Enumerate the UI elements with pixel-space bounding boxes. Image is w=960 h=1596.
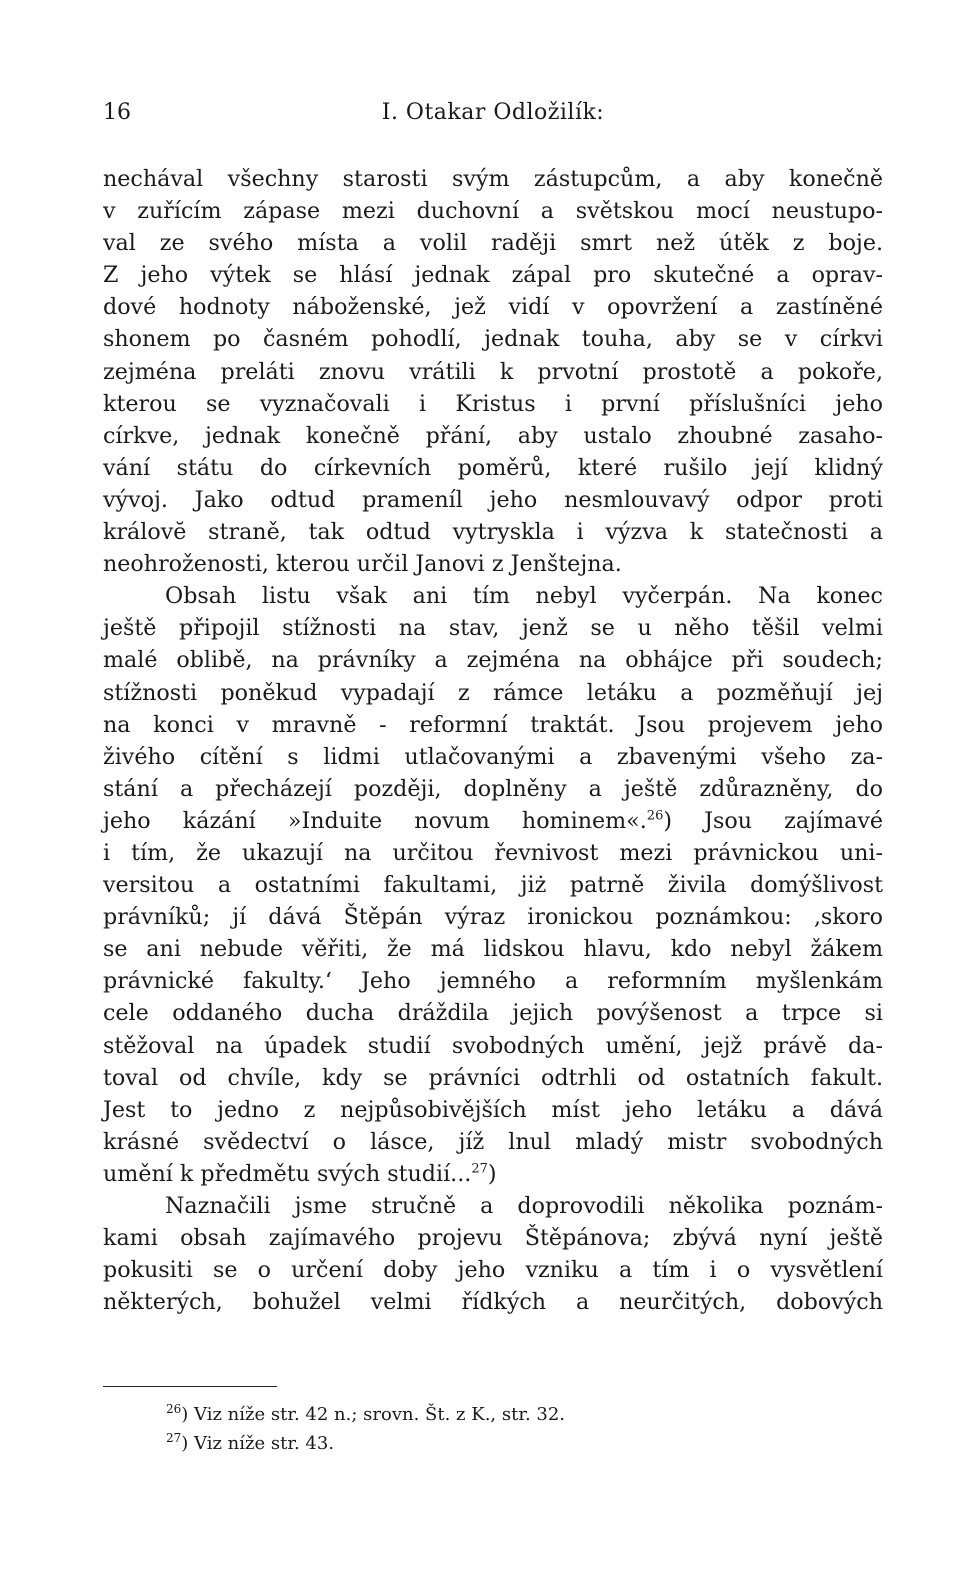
text-line: neohroženosti, kterou určil Janovi z Jenštejna. <box>103 551 622 578</box>
text-line: stížnosti poněkud vypadají z rámce letáku a pozměňují jej <box>103 679 883 706</box>
footnote-mark: 27 <box>166 1431 182 1445</box>
page-number: 16 <box>103 100 131 125</box>
text-segment: ) <box>487 1160 497 1187</box>
text-line: právníků; jí dává Štěpán výraz ironickou poznámkou: ‚skoro <box>103 904 883 931</box>
text-line <box>103 805 883 837</box>
footnote-reference: 26 <box>646 808 664 824</box>
text-line: toval od chvíle, kdy se právníci odtrhli od ostatních fakult. <box>103 1064 883 1091</box>
footnote <box>166 1429 866 1458</box>
text-line: malé oblibě, na právníky a zejména na obhájce při soudech; <box>103 647 883 674</box>
running-head: I. Otakar Odložilík: <box>381 100 605 125</box>
text-line: vývoj. Jako odtud prameníl jeho nesmlouvavý odpor proti <box>103 486 883 513</box>
footnote-text: ) Viz níže str. 43. <box>181 1433 335 1454</box>
text-line: zejména preláti znovu vrátili k prvotní prostotě a pokoře, <box>103 358 883 385</box>
text-line: některých, bohužel velmi řídkých a neurčitých, dobových <box>103 1289 883 1316</box>
text-line: královĕ straně, tak odtud vytryskla i výzva k statečnosti a <box>103 519 883 546</box>
text-line: se ani nebude věřiti, že má lidskou hlavu, kdo nebyl žákem <box>103 936 883 963</box>
text-line: stěžoval na úpadek studií svobodných umění, jejž právě da- <box>103 1032 883 1059</box>
text-line: cele oddaného ducha dráždila jejich povýšenost a trpce si <box>103 1000 883 1027</box>
text-line: Naznačili jsme stručně a doprovodili několika poznám- <box>165 1193 883 1219</box>
footnote <box>166 1400 866 1429</box>
text-line: versitou a ostatními fakultami, jiż patrně živila domýšlivost <box>103 872 883 899</box>
text-line: Jest to jedno z nejpůsobivějších míst jeho letáku a dává <box>103 1096 883 1123</box>
text-line: krásné svědectví o lásce, jíž lnul mladý mistr svobodných <box>103 1128 883 1155</box>
text-line: Obsah listu však ani tím nebyl vyčerpán. Na konec <box>165 583 883 610</box>
text-line: právnické fakulty.‘ Jeho jemného a reformním myšlenkám <box>103 968 883 995</box>
text-line: dové hodnoty náboženské, jež vidí v opovržení a zastíněné <box>103 294 883 321</box>
text-segment: umění k předmětu svých studií... <box>103 1160 472 1187</box>
text-line: na konci v mravně - reformní traktát. Jsou projevem jeho <box>103 711 883 738</box>
text-line: pokusiti se o určení doby jeho vzniku a tím i o vysvětlení <box>103 1257 883 1284</box>
text-segment: jeho kázání »Induite novum hominem«. <box>103 807 647 834</box>
footnotes <box>166 1400 866 1458</box>
text-line: nechával všechny starosti svým zástupcům, a aby konečně <box>103 166 883 192</box>
text-line: kami obsah zajímavého projevu Štěpánova; zbývá nyní ještě <box>103 1225 883 1252</box>
text-line: i tím, že ukazují na určitou řevnivost mezi právnickou uni- <box>103 839 883 866</box>
text-line: vání státu do církevních poměrů, které rušilo její klidný <box>103 454 883 481</box>
page-header <box>103 100 883 136</box>
body-text <box>103 163 883 1318</box>
footnote-text: ) Viz níže str. 42 n.; srovn. Št. z K., str. 32. <box>181 1404 566 1425</box>
text-line: v zuřícím zápase mezi duchovní a světskou mocí neustupo- <box>103 198 883 225</box>
text-line: val ze svého místa a volil raději smrt než útěk z boje. <box>103 230 883 257</box>
footnote-mark: 26 <box>166 1402 182 1416</box>
text-line: ještě připojil stížnosti na stav, jenž se u něho těšil velmi <box>103 615 883 642</box>
text-line <box>103 1158 883 1190</box>
text-line: živého cítění s lidmi utlačovanými a zbavenými všeho za- <box>103 743 883 770</box>
text-segment: ) Jsou zajímavé <box>663 807 884 834</box>
text-line: shonem po časném pohodlí, jednak touha, aby se v církvi <box>103 326 883 353</box>
text-line: stání a přecházejí později, doplněny a ještě zdůrazněny, do <box>103 775 883 802</box>
text-line: církve, jednak konečně přání, aby ustalo zhoubné zasaho- <box>103 422 883 449</box>
footnote-reference: 27 <box>471 1161 488 1177</box>
text-line: kterou se vyznačovali i Kristus i první příslušníci jeho <box>103 390 883 417</box>
footnote-divider <box>103 1386 277 1387</box>
text-line: Z jeho výtek se hlásí jednak zápal pro skutečné a oprav- <box>103 262 883 289</box>
